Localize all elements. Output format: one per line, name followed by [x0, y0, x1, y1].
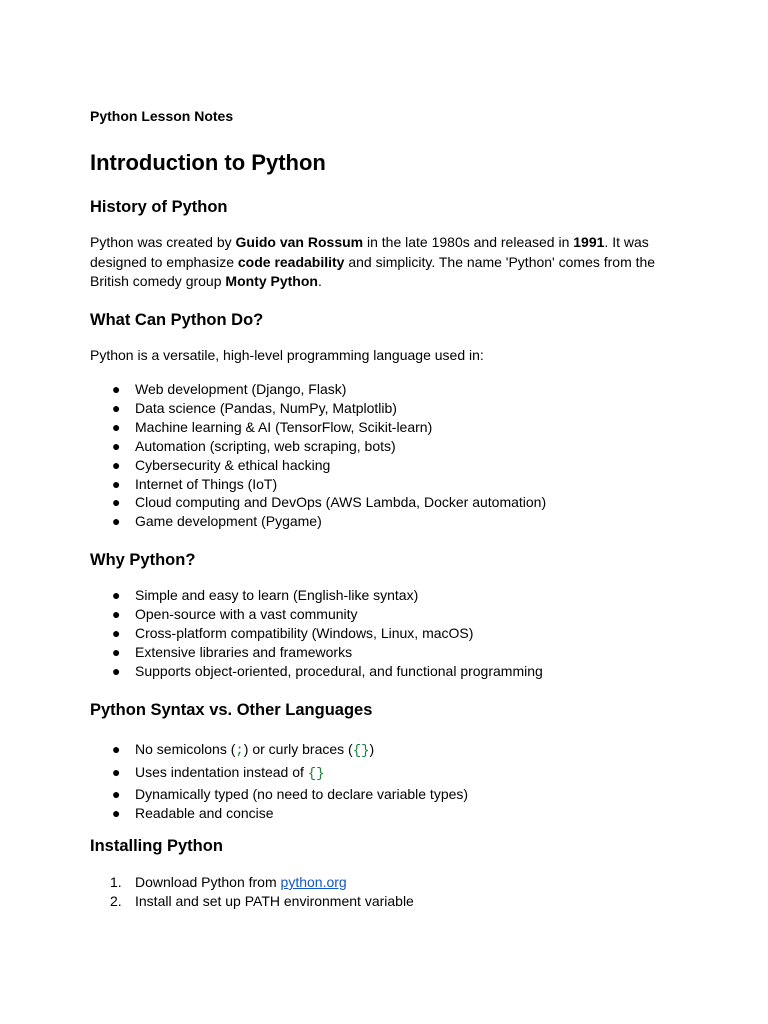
why-list	[90, 586, 543, 681]
bullet-icon: ●	[112, 606, 121, 622]
bullet-icon: ●	[112, 625, 121, 641]
history-bold-year: 1991	[573, 234, 605, 250]
syntax-text: No semicolons (	[135, 741, 236, 757]
step-text: Download Python from	[135, 874, 281, 890]
bullet-icon: ●	[112, 786, 121, 802]
what-intro: Python is a versatile, high-level programming language used in:	[90, 347, 484, 363]
list-item-text: Cybersecurity & ethical hacking	[135, 456, 331, 473]
bullet-icon: ●	[112, 399, 121, 416]
syntax-list	[90, 738, 468, 823]
list-item-text: Machine learning & AI (TensorFlow, Scikit-learn)	[135, 418, 433, 435]
heading-installing-python: Installing Python	[90, 837, 223, 855]
bullet-icon: ●	[112, 513, 121, 530]
list-item-text: Automation (scripting, web scraping, bots)	[135, 437, 396, 454]
list-item	[90, 586, 543, 605]
list-item	[90, 512, 546, 531]
syntax-text: ) or curly braces (	[243, 741, 353, 757]
list-item	[90, 493, 546, 512]
list-item-text: Web development (Django, Flask)	[135, 381, 347, 397]
bullet-icon: ●	[112, 644, 121, 660]
list-item-text: Game development (Pygame)	[135, 513, 322, 530]
install-steps-list	[90, 873, 414, 911]
bullet-icon: ●	[112, 456, 121, 473]
curly-braces-code: {}	[352, 743, 370, 759]
list-item-text: Extensive libraries and frameworks	[135, 644, 353, 660]
list-item-text: Simple and easy to learn (English-like syntax)	[135, 587, 419, 603]
list-item	[90, 785, 468, 804]
page-title: Introduction to Python	[90, 150, 326, 175]
list-item	[90, 380, 546, 399]
list-item-text: Open-source with a vast community	[135, 606, 358, 622]
history-text-3: . It was designed to emphasize	[90, 234, 649, 270]
heading-syntax-comparison: Python Syntax vs. Other Languages	[90, 701, 373, 719]
list-item	[90, 762, 468, 785]
bullet-icon: ●	[112, 475, 121, 492]
list-item	[90, 624, 543, 643]
list-item	[90, 643, 543, 662]
heading-history: History of Python	[90, 198, 228, 216]
step-text: Install and set up PATH environment variable	[135, 893, 414, 909]
curly-braces-code: {}	[307, 766, 325, 782]
syntax-text: Uses indentation instead of	[135, 764, 308, 780]
list-item-text: Cross-platform compatibility (Windows, Linux, macOS)	[135, 625, 474, 641]
list-item	[90, 418, 546, 437]
list-item-text: Data science (Pandas, NumPy, Matplotlib)	[135, 399, 397, 416]
list-item	[90, 738, 468, 762]
bullet-icon: ●	[112, 494, 121, 511]
history-text-4: and simplicity. The name 'Python' comes from the British comedy group	[90, 253, 656, 289]
bullet-icon: ●	[112, 381, 121, 397]
list-item-text: Internet of Things (IoT)	[135, 475, 278, 492]
history-text-5: .	[317, 273, 322, 289]
heading-why-python: Why Python?	[90, 551, 196, 569]
bullet-icon: ●	[112, 805, 121, 821]
bullet-icon: ●	[112, 741, 121, 757]
document-label: Python Lesson Notes	[90, 108, 234, 124]
history-bold-readability: code readability	[237, 253, 345, 270]
bullet-icon: ●	[112, 663, 121, 679]
list-item-text: Readable and concise	[135, 805, 274, 821]
list-item	[90, 662, 543, 681]
list-item	[90, 804, 468, 823]
history-text-2: in the late 1980s and released in	[363, 234, 574, 250]
list-item	[90, 605, 543, 624]
list-item	[90, 437, 546, 456]
bullet-icon: ●	[112, 418, 121, 435]
list-item-text: Dynamically typed (no need to declare variable types)	[135, 786, 469, 802]
bullet-icon: ●	[112, 437, 121, 454]
list-item	[90, 892, 414, 911]
history-text-1: Python was created by	[90, 234, 236, 250]
list-item	[90, 873, 414, 892]
semicolon-code: ;	[235, 743, 244, 759]
bullet-icon: ●	[112, 764, 121, 780]
uses-list	[90, 380, 546, 531]
history-bold-author: Guido van Rossum	[235, 234, 364, 250]
heading-what-can-python-do: What Can Python Do?	[90, 311, 264, 329]
bullet-icon: ●	[112, 587, 121, 603]
step-number: 1.	[110, 874, 122, 890]
list-item-text: Cloud computing and DevOps (AWS Lambda, Docker automation)	[135, 494, 547, 511]
history-bold-monty: Monty Python	[225, 273, 318, 289]
list-item-text: Supports object-oriented, procedural, and functional programming	[135, 663, 543, 679]
history-paragraph	[90, 233, 670, 292]
python-org-link[interactable]: python.org	[280, 874, 347, 890]
list-item	[90, 456, 546, 475]
list-item	[90, 399, 546, 418]
syntax-text: )	[369, 741, 375, 757]
list-item	[90, 475, 546, 494]
step-number: 2.	[110, 893, 122, 909]
